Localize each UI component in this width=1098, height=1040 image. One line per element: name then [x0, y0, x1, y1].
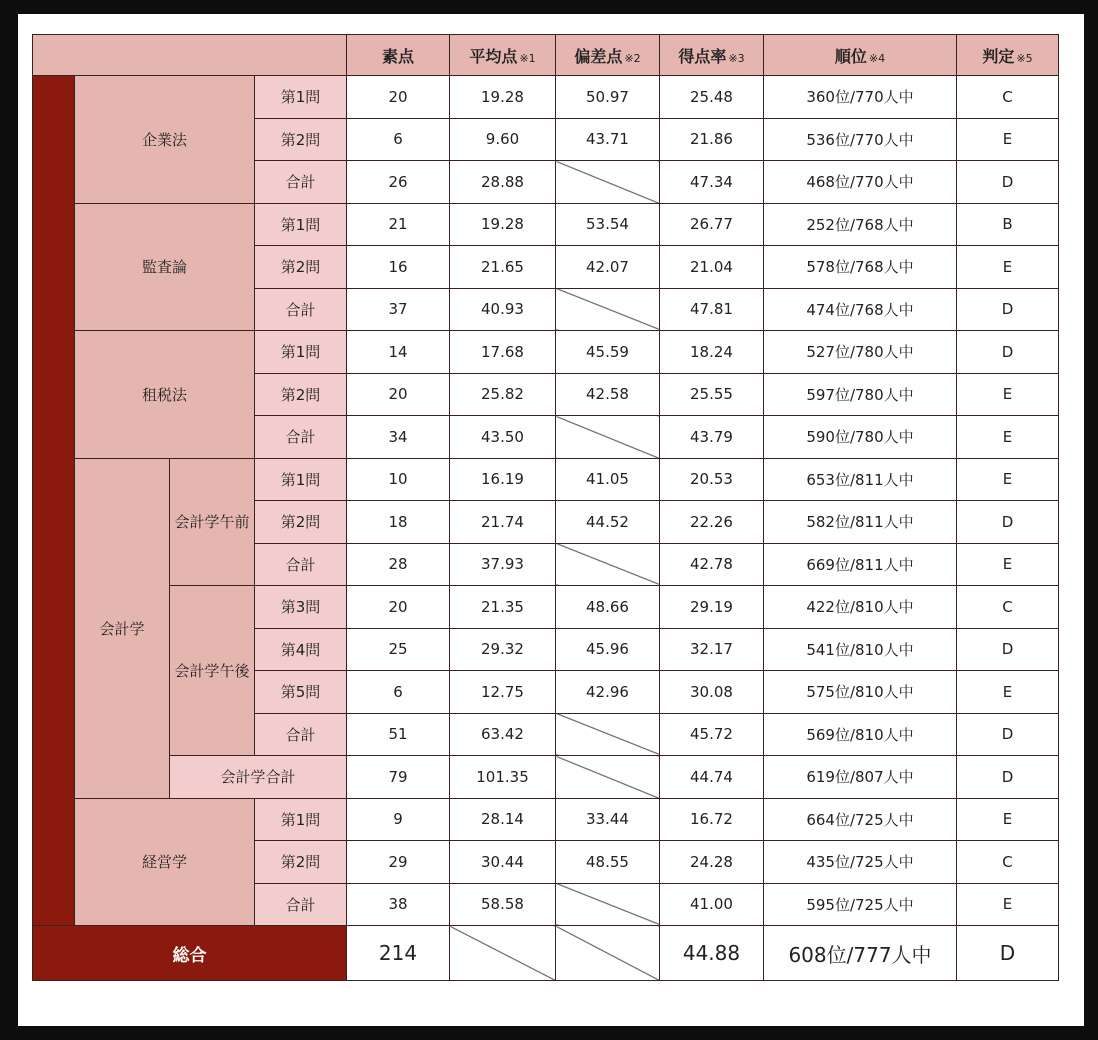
empty-slash-cell [556, 161, 660, 204]
score-rate-cell: 42.78 [660, 543, 764, 586]
row-label: 合計 [255, 416, 347, 459]
grade-cell: E [957, 883, 1059, 926]
average-cell: 63.42 [450, 713, 556, 756]
average-cell: 43.50 [450, 416, 556, 459]
average-cell: 28.14 [450, 798, 556, 841]
empty-slash-cell [556, 926, 660, 981]
grand-total-row [33, 926, 1059, 981]
raw-score-cell: 38 [347, 883, 450, 926]
score-rate-cell: 25.55 [660, 373, 764, 416]
raw-score-cell: 26 [347, 161, 450, 204]
rank-cell: 360位/770人中 [764, 76, 957, 119]
empty-slash-cell [556, 713, 660, 756]
grand-raw-score: 214 [347, 926, 450, 981]
header-raw-score: 素点 [347, 35, 450, 76]
grand-grade: D [957, 926, 1059, 981]
table-row [33, 798, 1059, 841]
row-label-accounting-total: 会計学合計 [170, 756, 347, 799]
header-score-rate: 得点率 ※3 [660, 35, 764, 76]
score-rate-cell: 21.86 [660, 118, 764, 161]
raw-score-cell: 28 [347, 543, 450, 586]
score-sheet [18, 14, 1084, 1026]
subject-business: 経営学 [75, 798, 255, 926]
raw-score-cell: 16 [347, 246, 450, 289]
header-rank: 順位 ※4 [764, 35, 957, 76]
empty-slash-cell [556, 288, 660, 331]
rank-cell: 474位/768人中 [764, 288, 957, 331]
subject-accounting-am: 会計学午前 [170, 458, 255, 586]
average-cell: 19.28 [450, 203, 556, 246]
average-cell: 25.82 [450, 373, 556, 416]
row-label: 第2問 [255, 118, 347, 161]
grade-cell: B [957, 203, 1059, 246]
score-rate-cell: 47.34 [660, 161, 764, 204]
score-rate-cell: 44.74 [660, 756, 764, 799]
raw-score-cell: 9 [347, 798, 450, 841]
rank-cell: 536位/770人中 [764, 118, 957, 161]
row-label: 第3問 [255, 586, 347, 629]
grade-cell: E [957, 373, 1059, 416]
raw-score-cell: 21 [347, 203, 450, 246]
grade-cell: E [957, 798, 1059, 841]
rank-cell: 653位/811人中 [764, 458, 957, 501]
row-label: 第2問 [255, 373, 347, 416]
grade-cell: C [957, 841, 1059, 884]
header-corner [33, 35, 347, 76]
table-row [33, 331, 1059, 374]
grade-cell: C [957, 586, 1059, 629]
row-label: 第1問 [255, 331, 347, 374]
score-rate-cell: 25.48 [660, 76, 764, 119]
average-cell: 58.58 [450, 883, 556, 926]
empty-slash-cell [556, 416, 660, 459]
average-cell: 30.44 [450, 841, 556, 884]
left-accent-bar [33, 76, 75, 926]
score-rate-cell: 43.79 [660, 416, 764, 459]
grade-cell: E [957, 671, 1059, 714]
grade-cell: D [957, 161, 1059, 204]
table-row [33, 756, 1059, 799]
rank-cell: 578位/768人中 [764, 246, 957, 289]
average-cell: 21.65 [450, 246, 556, 289]
row-label: 第2問 [255, 501, 347, 544]
rank-cell: 422位/810人中 [764, 586, 957, 629]
grade-cell: E [957, 543, 1059, 586]
grade-cell: E [957, 416, 1059, 459]
grade-cell: D [957, 628, 1059, 671]
subject-accounting: 会計学 [75, 458, 170, 798]
row-label: 第2問 [255, 246, 347, 289]
average-cell: 101.35 [450, 756, 556, 799]
header-grade: 判定 ※5 [957, 35, 1059, 76]
average-cell: 21.35 [450, 586, 556, 629]
average-cell: 29.32 [450, 628, 556, 671]
score-rate-cell: 21.04 [660, 246, 764, 289]
raw-score-cell: 29 [347, 841, 450, 884]
raw-score-cell: 20 [347, 373, 450, 416]
score-rate-cell: 24.28 [660, 841, 764, 884]
table-row [33, 458, 1059, 501]
score-rate-cell: 20.53 [660, 458, 764, 501]
grand-score-rate: 44.88 [660, 926, 764, 981]
row-label: 第2問 [255, 841, 347, 884]
empty-slash-cell [556, 756, 660, 799]
rank-cell: 435位/725人中 [764, 841, 957, 884]
rank-cell: 252位/768人中 [764, 203, 957, 246]
raw-score-cell: 34 [347, 416, 450, 459]
average-cell: 9.60 [450, 118, 556, 161]
deviation-cell: 41.05 [556, 458, 660, 501]
deviation-cell: 48.66 [556, 586, 660, 629]
average-cell: 17.68 [450, 331, 556, 374]
score-rate-cell: 16.72 [660, 798, 764, 841]
rank-cell: 597位/780人中 [764, 373, 957, 416]
deviation-cell: 42.07 [556, 246, 660, 289]
grand-total-label: 総合 [33, 926, 347, 981]
table-row [33, 76, 1059, 119]
subject-accounting-pm: 会計学午後 [170, 586, 255, 756]
rank-cell: 468位/770人中 [764, 161, 957, 204]
table-row [33, 203, 1059, 246]
score-rate-cell: 30.08 [660, 671, 764, 714]
raw-score-cell: 14 [347, 331, 450, 374]
subject-audit: 監査論 [75, 203, 255, 331]
score-rate-cell: 22.26 [660, 501, 764, 544]
deviation-cell: 45.59 [556, 331, 660, 374]
raw-score-cell: 79 [347, 756, 450, 799]
score-rate-cell: 47.81 [660, 288, 764, 331]
subject-corporate-law: 企業法 [75, 76, 255, 204]
row-label: 第4問 [255, 628, 347, 671]
raw-score-cell: 25 [347, 628, 450, 671]
average-cell: 19.28 [450, 76, 556, 119]
raw-score-cell: 20 [347, 586, 450, 629]
subject-tax-law: 租税法 [75, 331, 255, 459]
rank-cell: 569位/810人中 [764, 713, 957, 756]
grade-cell: D [957, 713, 1059, 756]
grade-cell: E [957, 458, 1059, 501]
raw-score-cell: 51 [347, 713, 450, 756]
grade-cell: E [957, 246, 1059, 289]
average-cell: 28.88 [450, 161, 556, 204]
rank-cell: 527位/780人中 [764, 331, 957, 374]
header-average: 平均点 ※1 [450, 35, 556, 76]
score-rate-cell: 18.24 [660, 331, 764, 374]
score-rate-cell: 29.19 [660, 586, 764, 629]
grade-cell: E [957, 118, 1059, 161]
empty-slash-cell [556, 543, 660, 586]
raw-score-cell: 37 [347, 288, 450, 331]
deviation-cell: 50.97 [556, 76, 660, 119]
deviation-cell: 53.54 [556, 203, 660, 246]
raw-score-cell: 6 [347, 671, 450, 714]
grade-cell: D [957, 331, 1059, 374]
score-table [32, 34, 1059, 981]
deviation-cell: 43.71 [556, 118, 660, 161]
rank-cell: 669位/811人中 [764, 543, 957, 586]
grade-cell: D [957, 501, 1059, 544]
row-label: 第1問 [255, 76, 347, 119]
row-label: 合計 [255, 161, 347, 204]
raw-score-cell: 6 [347, 118, 450, 161]
deviation-cell: 33.44 [556, 798, 660, 841]
empty-slash-cell [556, 883, 660, 926]
score-rate-cell: 26.77 [660, 203, 764, 246]
average-cell: 21.74 [450, 501, 556, 544]
rank-cell: 575位/810人中 [764, 671, 957, 714]
empty-slash-cell [450, 926, 556, 981]
row-label: 第1問 [255, 798, 347, 841]
average-cell: 37.93 [450, 543, 556, 586]
average-cell: 12.75 [450, 671, 556, 714]
grand-rank: 608位/777人中 [764, 926, 957, 981]
row-label: 合計 [255, 288, 347, 331]
deviation-cell: 42.96 [556, 671, 660, 714]
deviation-cell: 42.58 [556, 373, 660, 416]
score-rate-cell: 32.17 [660, 628, 764, 671]
deviation-cell: 44.52 [556, 501, 660, 544]
row-label: 第1問 [255, 458, 347, 501]
grade-cell: C [957, 76, 1059, 119]
raw-score-cell: 18 [347, 501, 450, 544]
raw-score-cell: 20 [347, 76, 450, 119]
rank-cell: 595位/725人中 [764, 883, 957, 926]
rank-cell: 619位/807人中 [764, 756, 957, 799]
row-label: 合計 [255, 883, 347, 926]
deviation-cell: 48.55 [556, 841, 660, 884]
row-label: 第1問 [255, 203, 347, 246]
row-label: 第5問 [255, 671, 347, 714]
grade-cell: D [957, 756, 1059, 799]
rank-cell: 582位/811人中 [764, 501, 957, 544]
rank-cell: 541位/810人中 [764, 628, 957, 671]
rank-cell: 590位/780人中 [764, 416, 957, 459]
raw-score-cell: 10 [347, 458, 450, 501]
score-rate-cell: 41.00 [660, 883, 764, 926]
grade-cell: D [957, 288, 1059, 331]
header-row [33, 35, 1059, 76]
row-label: 合計 [255, 713, 347, 756]
score-rate-cell: 45.72 [660, 713, 764, 756]
header-deviation: 偏差点 ※2 [556, 35, 660, 76]
rank-cell: 664位/725人中 [764, 798, 957, 841]
average-cell: 40.93 [450, 288, 556, 331]
table-row [33, 586, 1059, 629]
average-cell: 16.19 [450, 458, 556, 501]
row-label: 合計 [255, 543, 347, 586]
deviation-cell: 45.96 [556, 628, 660, 671]
